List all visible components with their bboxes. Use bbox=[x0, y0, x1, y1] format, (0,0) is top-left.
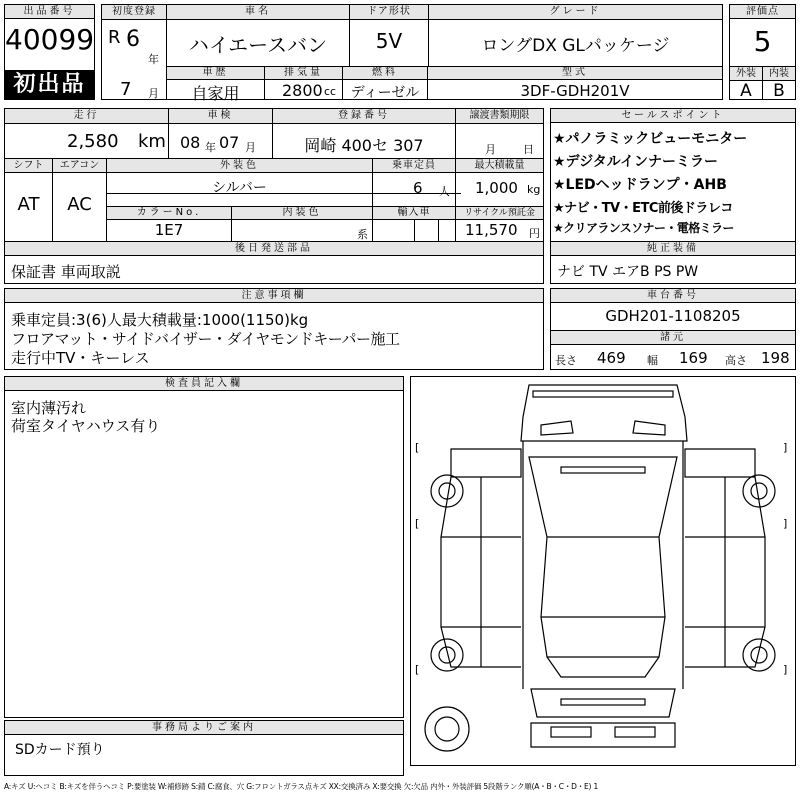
chassis-label: 車台番号 bbox=[551, 289, 795, 303]
grade-value: ロングDX GLパッケージ bbox=[481, 36, 670, 56]
notes-line-1: 乗車定員:3(6)人最大積載量:1000(1150)kg bbox=[11, 311, 309, 329]
aircon-label: エアコン bbox=[53, 159, 106, 172]
door-value: 5V bbox=[375, 29, 403, 53]
registration-year: 6 bbox=[126, 27, 140, 52]
model-type-value: 3DF-GDH201V bbox=[520, 82, 630, 100]
chassis-value: GDH201-1108205 bbox=[605, 307, 741, 325]
bracket-right-mid: ] bbox=[783, 517, 788, 530]
color-no-label: カラーNo. bbox=[107, 207, 231, 219]
notes-label: 注意事項欄 bbox=[5, 289, 543, 303]
chassis-box bbox=[550, 288, 796, 370]
inspector-box bbox=[4, 376, 404, 718]
later-parts-value: 保証書 車両取説 bbox=[11, 263, 121, 281]
int-color-label: 内装色 bbox=[232, 207, 372, 219]
mileage-label: 走行 bbox=[5, 109, 168, 123]
notes-box bbox=[4, 288, 544, 370]
notes-line-3: 走行中TV・キーレス bbox=[11, 349, 150, 367]
inspection-month-unit: 月 bbox=[245, 141, 256, 154]
sales-point-3: ★LEDヘッドランプ・AHB bbox=[553, 177, 727, 193]
first-listing-badge: 初出品 bbox=[5, 70, 94, 100]
score-label: 評価点 bbox=[730, 5, 795, 19]
detail-table bbox=[4, 108, 544, 284]
recycle-value: 11,570 bbox=[465, 221, 518, 239]
capacity-value: 6 bbox=[413, 179, 423, 197]
office-label: 事務局よりご案内 bbox=[5, 721, 403, 735]
score-box bbox=[729, 4, 796, 100]
notes-line-2: フロアマット・サイドバイザー・ダイヤモンドキーパー施工 bbox=[11, 330, 400, 348]
door-label: ドア形状 bbox=[350, 5, 428, 19]
recycle-label: リサイクル預託金 bbox=[456, 207, 543, 219]
car-name-value: ハイエースバン bbox=[188, 33, 328, 57]
registration-month: 7 bbox=[120, 79, 132, 100]
sales-point-4: ★ナビ・TV・ETC前後ドラレコ bbox=[553, 201, 733, 216]
displacement-value: 2800 bbox=[282, 81, 323, 100]
office-box bbox=[4, 720, 404, 776]
displacement-unit: cc bbox=[324, 85, 337, 98]
plate-value: 岡崎 400セ 307 bbox=[304, 136, 424, 155]
registration-month-unit: 月 bbox=[148, 87, 159, 100]
plate-label: 登録番号 bbox=[273, 109, 455, 123]
mileage-value: 2,580 bbox=[67, 131, 119, 152]
bracket-left-top: [ bbox=[415, 441, 420, 454]
genuine-value: ナビ TV エアB PS PW bbox=[557, 264, 699, 280]
recycle-unit: 円 bbox=[529, 227, 540, 240]
history-value: 自家用 bbox=[191, 84, 240, 103]
aircon-value: AC bbox=[67, 194, 92, 215]
shift-label: シフト bbox=[5, 159, 52, 172]
max-load-unit: kg bbox=[527, 183, 541, 196]
lot-number: 40099 bbox=[5, 23, 95, 56]
score-value: 5 bbox=[753, 25, 772, 58]
fuel-label: 燃料 bbox=[343, 67, 427, 79]
interior-label: 内装 bbox=[763, 67, 795, 80]
inspection-month: 07 bbox=[219, 133, 240, 152]
length-label: 長さ bbox=[555, 354, 577, 367]
inspection-year: 08 bbox=[180, 133, 201, 152]
main-info-table bbox=[101, 4, 723, 103]
sales-point-1: ★パノラミックビューモニター bbox=[553, 131, 748, 147]
exterior-label: 外装 bbox=[730, 67, 762, 80]
inspector-line-1: 室内薄汚れ bbox=[11, 399, 87, 417]
office-value: SDカード預り bbox=[15, 742, 105, 758]
interior-grade: B bbox=[773, 81, 785, 101]
model-type-label: 型式 bbox=[428, 67, 722, 79]
transfer-day-unit: 日 bbox=[523, 143, 534, 156]
width-value: 169 bbox=[679, 349, 708, 367]
later-parts-label: 後日発送部品 bbox=[5, 242, 543, 255]
max-load-value: 1,000 bbox=[475, 179, 518, 197]
sales-points-label: セールスポイント bbox=[551, 109, 795, 123]
displacement-label: 排気量 bbox=[265, 67, 342, 79]
color-no-value: 1E7 bbox=[154, 221, 184, 239]
sales-points-box bbox=[550, 108, 796, 284]
length-value: 469 bbox=[597, 349, 626, 367]
int-color-unit: 系 bbox=[357, 228, 368, 241]
width-label: 幅 bbox=[647, 354, 658, 367]
bracket-left-mid: [ bbox=[415, 517, 420, 530]
max-load-label: 最大積載量 bbox=[456, 159, 543, 172]
capacity-label: 乗車定員 bbox=[373, 159, 455, 172]
vehicle-diagram-box bbox=[410, 376, 796, 766]
history-label: 車歴 bbox=[167, 67, 264, 79]
legend-footer: A:キズ U:ヘコミ B:キズを伴うヘコミ P:要塗装 W:補修跡 S:錆 C:腐食、穴 G:フロントガラス点キズ XX:交換済み X:要交換 欠:欠品 内外・外装評価 5段階ランク順(A・B・C・D・E) 1 bbox=[4, 782, 599, 791]
capacity-unit: 人 bbox=[439, 185, 450, 198]
transfer-month-unit: 月 bbox=[485, 143, 496, 156]
height-value: 198 bbox=[761, 349, 790, 367]
registration-label: 初度登録 bbox=[102, 5, 166, 19]
genuine-label: 純正装備 bbox=[551, 242, 795, 255]
mileage-unit: km bbox=[138, 131, 166, 152]
lot-box bbox=[4, 4, 95, 100]
import-label: 輸入車 bbox=[373, 207, 455, 219]
fuel-value: ディーゼル bbox=[350, 85, 420, 101]
lot-label: 出品番号 bbox=[5, 5, 94, 19]
inspection-year-unit: 年 bbox=[205, 141, 216, 154]
grade-label: グレード bbox=[429, 5, 722, 19]
transfer-label: 譲渡書類期限 bbox=[456, 109, 543, 123]
inspector-line-2: 荷室タイヤハウス有り bbox=[11, 417, 161, 435]
sales-point-2: ★デジタルインナーミラー bbox=[553, 154, 719, 170]
registration-era: R bbox=[108, 27, 121, 48]
exterior-grade: A bbox=[740, 81, 752, 101]
bracket-left-low: [ bbox=[415, 663, 420, 676]
dimensions-label: 諸元 bbox=[551, 331, 795, 344]
bracket-right-low: ] bbox=[783, 663, 788, 676]
shift-value: AT bbox=[17, 194, 40, 215]
ext-color-label: 外装色 bbox=[107, 159, 372, 172]
inspection-label: 車検 bbox=[169, 109, 272, 123]
height-label: 高さ bbox=[725, 354, 747, 367]
ext-color-value: シルバー bbox=[212, 180, 267, 196]
car-name-label: 車名 bbox=[167, 5, 349, 19]
sales-point-5: ★クリアランスソナー・電格ミラー bbox=[553, 221, 734, 235]
vehicle-diagram bbox=[411, 377, 795, 765]
registration-year-unit: 年 bbox=[148, 53, 159, 66]
inspector-label: 検査員記入欄 bbox=[5, 377, 403, 391]
bracket-right-top: ] bbox=[783, 441, 788, 454]
